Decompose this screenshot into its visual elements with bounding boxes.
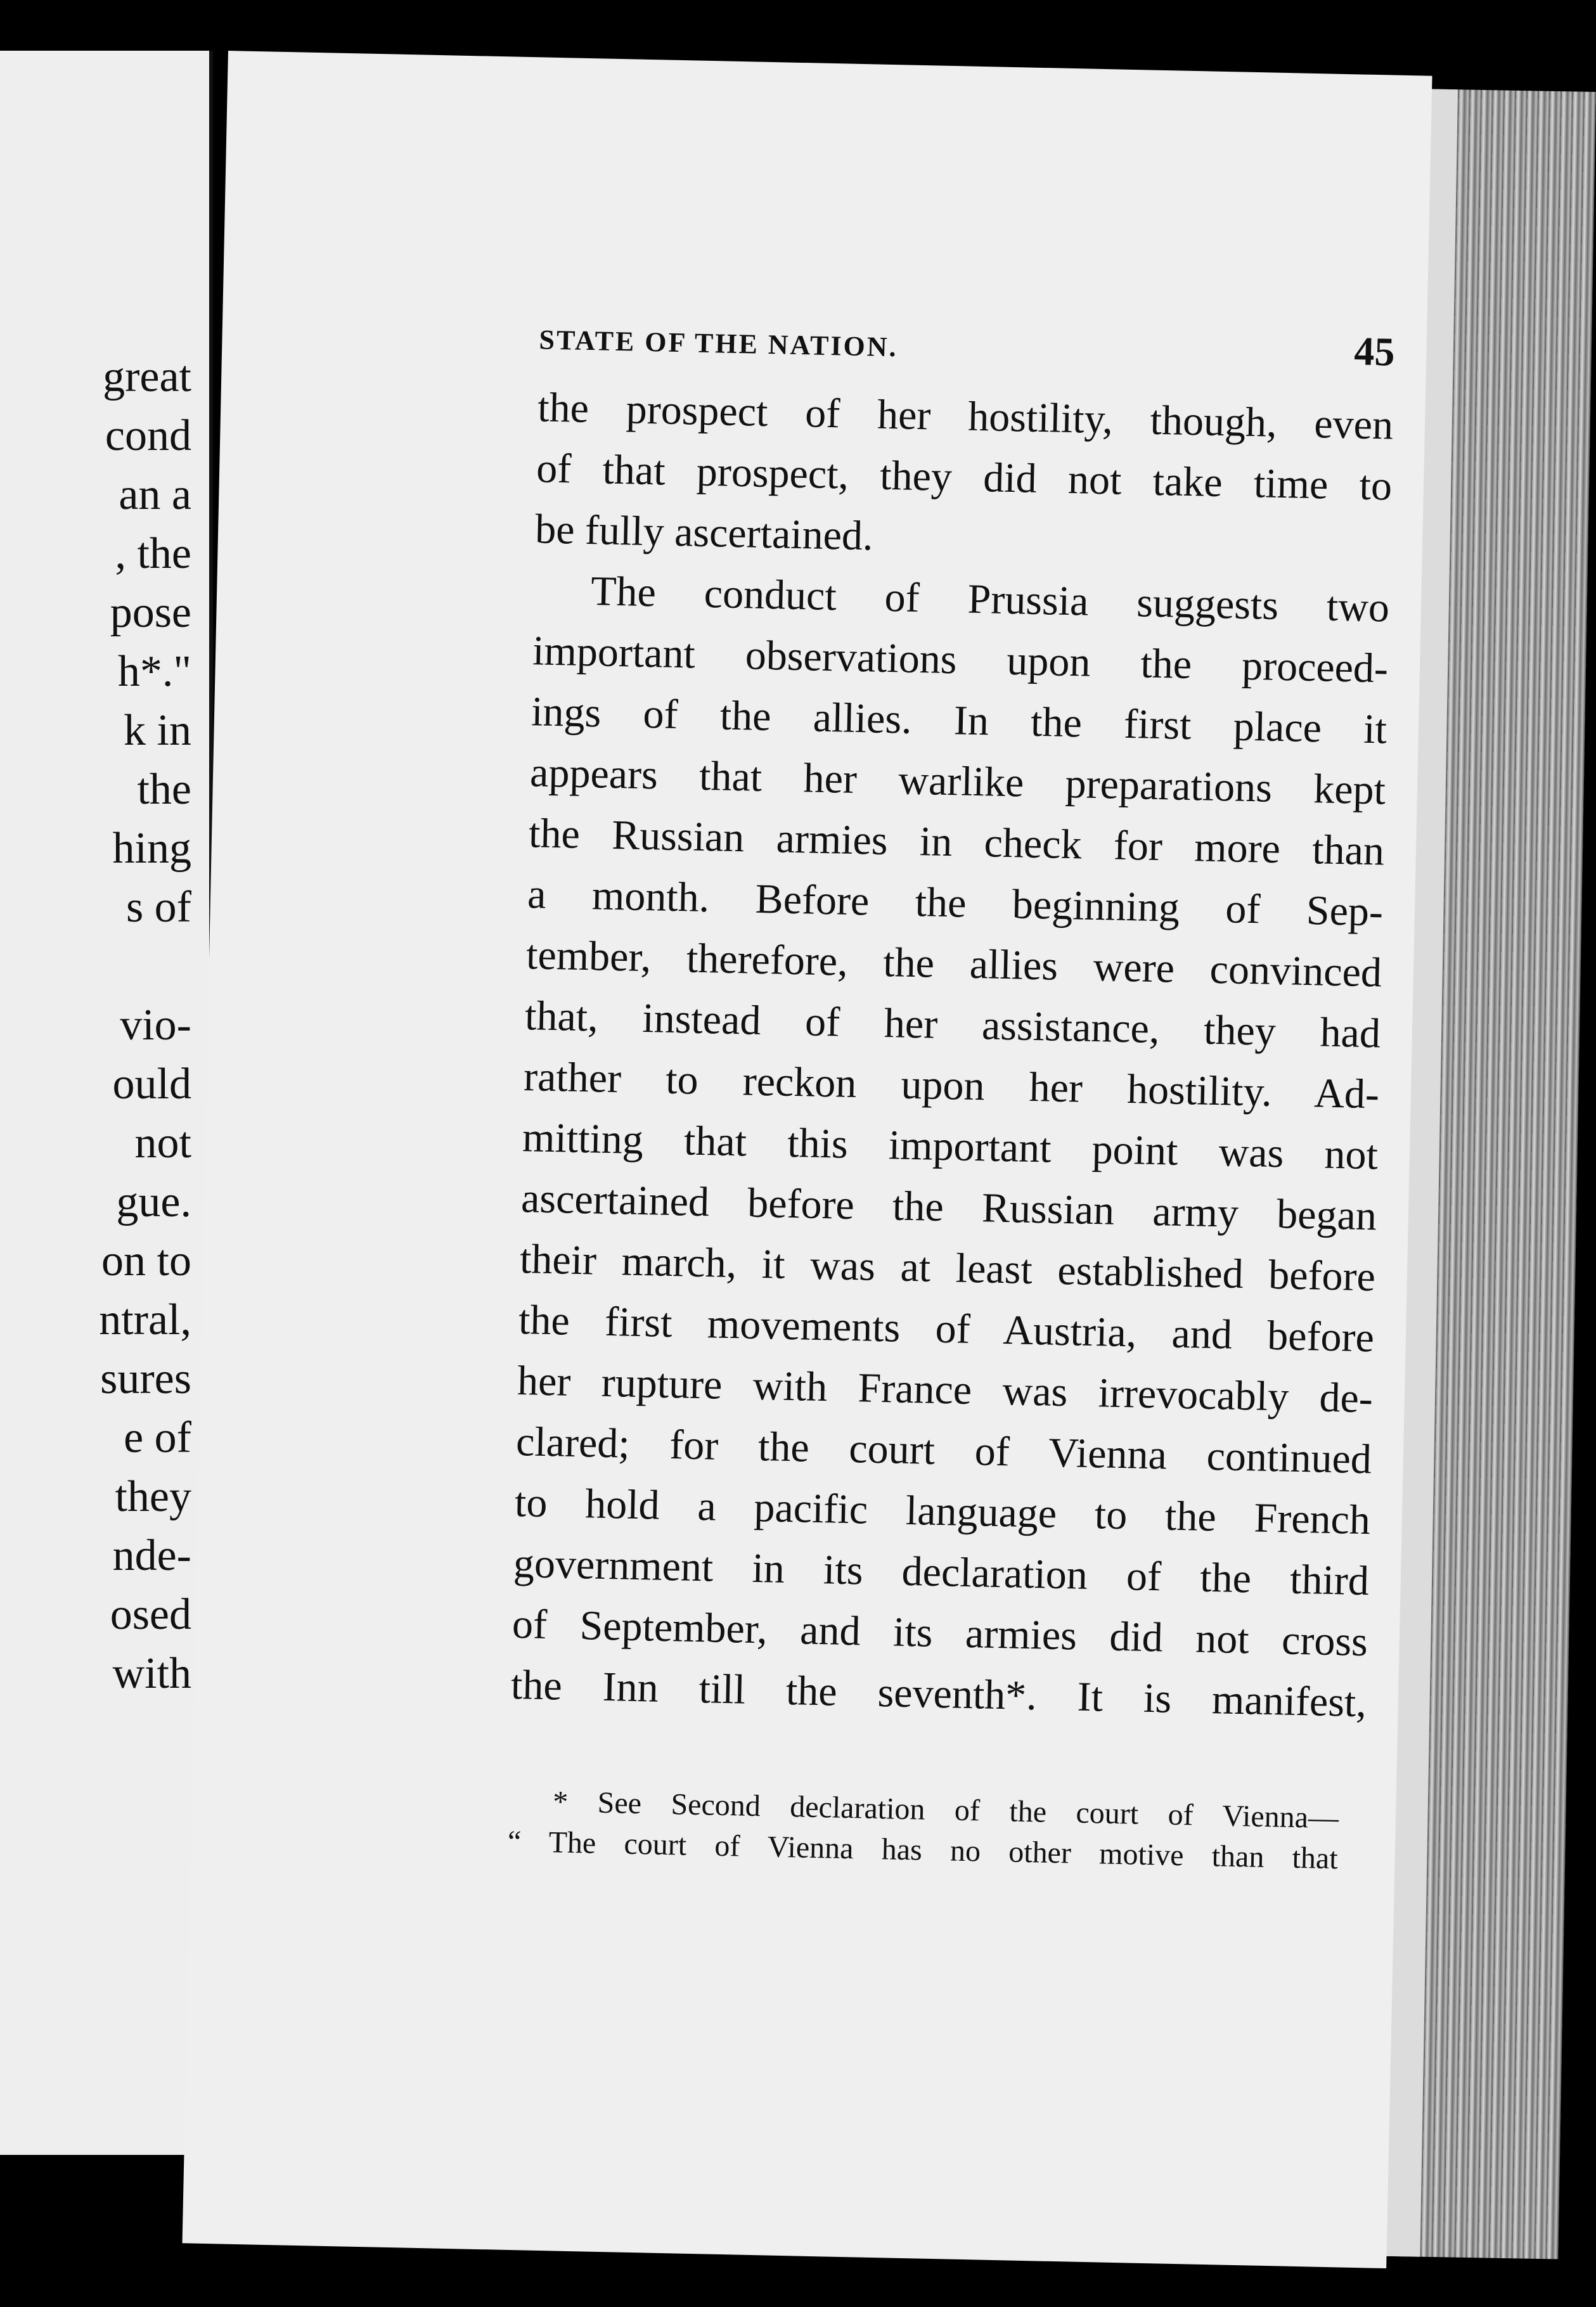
left-page-fragment: gue.	[116, 1178, 191, 1226]
left-page-fragment: great	[103, 352, 191, 401]
footnote	[507, 1781, 1339, 1879]
text-line: important observations upon the proceed-	[532, 627, 1389, 692]
left-page-fragment: on to	[101, 1237, 191, 1285]
left-page-fragment: s of	[125, 883, 191, 932]
left-page-fragment: k in	[124, 706, 191, 755]
left-page-fragment: not	[134, 1119, 191, 1167]
left-page-fragment: cond	[105, 411, 191, 460]
text-line: the prospect of her hostility, though, even	[537, 384, 1394, 449]
text-line: the Russian armies in check for more than	[528, 810, 1385, 875]
text-line: their march, it was at least established before	[519, 1236, 1376, 1301]
text-line: appears that her warlike preparations kept	[529, 749, 1386, 814]
text-line: government in its declaration of the third	[513, 1539, 1370, 1605]
left-page-fragment: sures	[100, 1354, 191, 1403]
text-line: to hold a pacific language to the French	[514, 1479, 1371, 1544]
left-page	[0, 51, 213, 2155]
running-head: STATE OF THE NATION.	[539, 324, 899, 363]
text-line: that, instead of her assistance, they had	[524, 993, 1381, 1057]
text-line: mitting that this important point was not	[522, 1114, 1379, 1179]
left-page-fragment: ould	[112, 1060, 191, 1109]
left-page-fragment: e of	[124, 1413, 191, 1462]
text-line: ings of the allies. In the first place it	[531, 688, 1387, 753]
left-page-fragment: nde-	[112, 1531, 191, 1580]
left-page-fragment: ntral,	[99, 1295, 191, 1344]
left-page-fragment: h*."	[117, 647, 191, 696]
left-page-fragment: pose	[110, 588, 191, 637]
footnote-line: “ The court of Vienna has no other motive than that	[507, 1824, 1339, 1876]
text-line: clared; for the court of Vienna continued	[515, 1418, 1372, 1483]
left-page-fragment: with	[112, 1649, 191, 1698]
text-line: The conduct of Prussia suggests two	[590, 568, 1390, 631]
body-text	[510, 377, 1394, 1733]
left-page-fragment: the	[137, 765, 191, 814]
text-line: of that prospect, they did not take time to	[536, 445, 1393, 510]
left-page-fragment: vio-	[120, 1001, 191, 1050]
page-number: 45	[1353, 328, 1396, 375]
page-header	[539, 311, 1395, 379]
left-page-fragment: an a	[119, 470, 191, 519]
text-line: of September, and its armies did not cross	[512, 1600, 1368, 1666]
text-line: the Inn till the seventh*. It is manifest,	[510, 1661, 1367, 1726]
footnote-line: * See Second declaration of the court of Vienna—	[552, 1785, 1339, 1835]
text-line: ascertained before the Russian army began	[520, 1175, 1377, 1240]
left-page-fragment: hing	[112, 824, 191, 873]
left-page-fragment: they	[115, 1472, 191, 1521]
text-line: her rupture with France was irrevocably de-	[517, 1358, 1374, 1422]
text-line: tember, therefore, the allies were convinced	[525, 932, 1382, 996]
text-line: be fully ascertained.	[534, 506, 874, 560]
left-page-fragment: osed	[110, 1590, 191, 1639]
right-page	[183, 51, 1432, 2268]
text-line: a month. Before the beginning of Sep-	[527, 871, 1384, 935]
left-page-fragment: , the	[115, 529, 191, 578]
text-line: the first movements of Austria, and before	[518, 1297, 1375, 1361]
text-line: rather to reckon upon her hostility. Ad-	[523, 1053, 1380, 1118]
